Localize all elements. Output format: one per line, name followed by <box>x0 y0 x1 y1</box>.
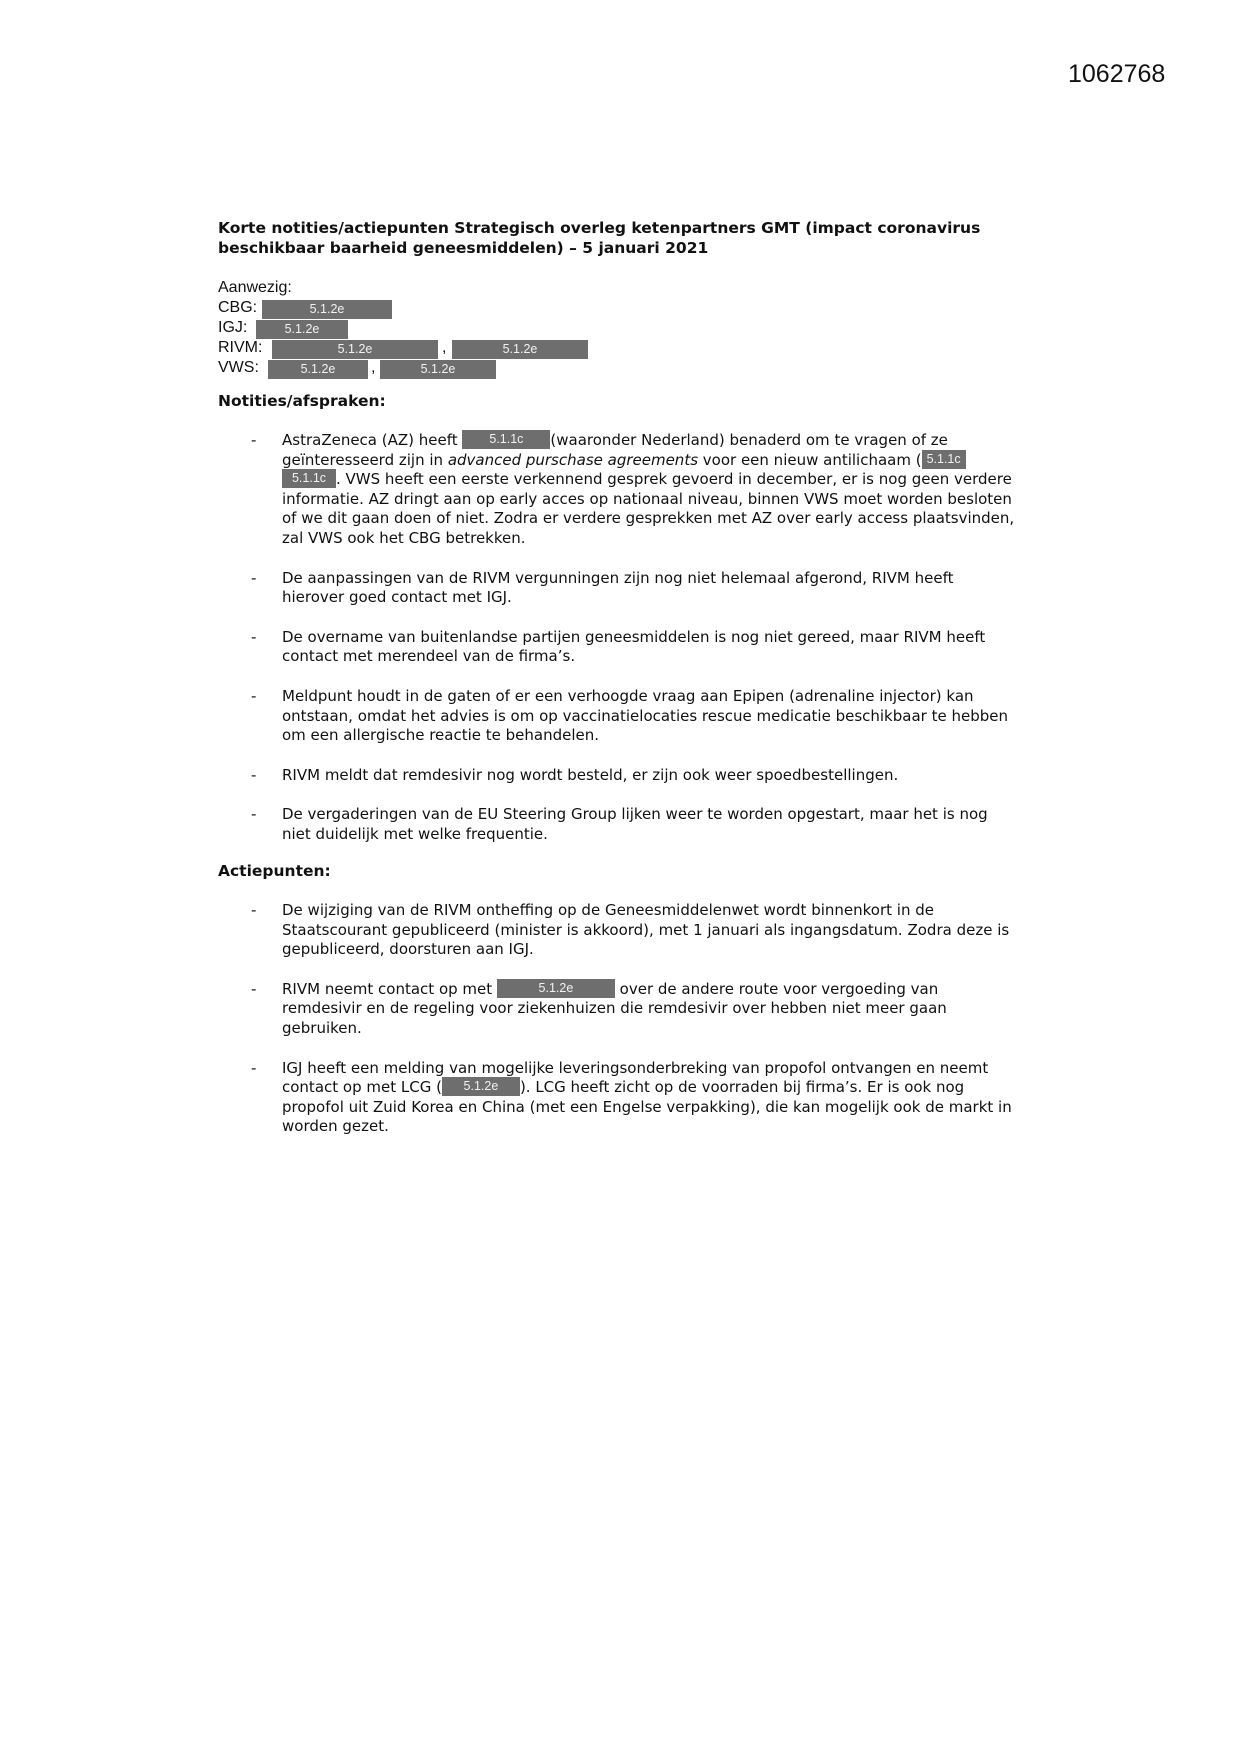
list-item <box>218 766 1018 786</box>
item-text: RIVM neemt contact op met <box>282 979 497 998</box>
redaction-box: 5.1.2e <box>442 1077 520 1096</box>
list-marker: - <box>251 979 257 998</box>
list-item <box>218 805 1018 844</box>
list-marker: - <box>251 805 257 824</box>
item-text: De wijziging van de RIVM ontheffing op de Geneesmiddelenwet wordt binnenkort in de Staatscourant gepubliceerd (minister is akkoord), met 1 januari als ingangsdatum. Zodra deze is gepubliceerd, doorsturen aan IGJ. <box>282 901 1010 959</box>
redaction-box: 5.1.2e <box>262 300 392 319</box>
item-text: De overname van buitenlandse partijen geneesmiddelen is nog niet gereed, maar RIVM heeft contact met merendeel van de firma’s. <box>282 627 986 666</box>
notes-list <box>218 431 1018 865</box>
attendance-row-vws <box>218 358 456 378</box>
item-emphasis: advanced purschase agreements <box>447 450 699 469</box>
redaction-box: 5.1.2e <box>452 340 588 359</box>
list-marker: - <box>251 1058 257 1077</box>
attendance-row-rivm <box>218 338 538 358</box>
item-text: ). LCG heeft zicht op de voorraden bij firma’s. Er is ook nog propofol uit Zuid Korea en China (met een Engelse verpakking), die kan mogelijk ook de markt in worden gezet. <box>282 1078 1012 1136</box>
separator: , <box>442 339 447 356</box>
item-text: IGJ heeft een melding van mogelijke leveringsonderbreking van propofol ontvangen en neemt contact op met LCG ( <box>282 1058 989 1097</box>
list-marker: - <box>251 627 257 646</box>
list-marker: - <box>251 765 257 784</box>
list-item <box>218 901 1018 960</box>
list-item <box>218 628 1018 667</box>
list-marker: - <box>251 568 257 587</box>
actions-heading: Actiepunten: <box>218 862 331 880</box>
item-text: AstraZeneca (AZ) heeft <box>282 431 463 449</box>
document-number: 1062768 <box>1068 60 1166 88</box>
document-title: Korte notities/actiepunten Strategisch overleg ketenpartners GMT (impact coronavirus beschikbaar baarheid geneesmiddelen) – 5 januari 2021 <box>218 219 981 257</box>
item-text: over de andere route voor vergoeding van remdesivir en de regeling voor ziekenhuizen die remdesivir over hebben niet meer gaan gebruiken. <box>282 979 947 1037</box>
redaction-box: 5.1.1c <box>282 469 336 488</box>
redaction-box: 5.1.2e <box>272 340 438 359</box>
redaction-box: 5.1.2e <box>256 320 348 339</box>
list-item <box>218 569 1018 608</box>
redaction-box: 5.1.1c <box>462 430 550 449</box>
list-item <box>218 431 1018 549</box>
list-item <box>218 1059 1018 1137</box>
list-marker: - <box>251 686 257 705</box>
redaction-box: 5.1.1c <box>922 450 966 469</box>
list-item <box>218 687 1018 746</box>
attendance-row-cbg <box>218 298 345 318</box>
item-text: . VWS heeft een eerste verkennend gesprek gevoerd in december, er is nog geen verdere informatie. AZ dringt aan op early acces op nationaal niveau, binnen VWS moet worden besloten of we dit gaan doen of niet. Zodra er verdere gesprekken met AZ over early access plaatsvinden, zal VWS ook het CBG betrekken. <box>282 470 1015 547</box>
redaction-box: 5.1.2e <box>380 360 496 379</box>
redaction-box: 5.1.2e <box>268 360 368 379</box>
attendance-row-igj <box>218 318 320 338</box>
list-item <box>218 980 1018 1039</box>
item-text: RIVM meldt dat remdesivir nog wordt besteld, er zijn ook weer spoedbestellingen. <box>282 765 899 784</box>
notes-heading: Notities/afspraken: <box>218 392 386 410</box>
item-text: Meldpunt houdt in de gaten of er een verhoogde vraag aan Epipen (adrenaline injector) kan ontstaan, omdat het advies is om op vaccinatielocaties rescue medicatie beschikbaar te hebben om een allergische reactie te behandelen. <box>282 686 1008 745</box>
list-marker: - <box>251 901 257 919</box>
org-label: CBG: <box>218 299 258 316</box>
item-text: voor een nieuw antilichaam ( <box>698 450 922 469</box>
actions-list <box>218 901 1018 1157</box>
org-label: VWS: <box>218 359 259 376</box>
list-marker: - <box>251 431 257 449</box>
item-text: De vergaderingen van de EU Steering Group lijken weer te worden opgestart, maar het is nog niet duidelijk met welke frequentie. <box>282 805 988 843</box>
redaction-box: 5.1.2e <box>497 979 615 998</box>
attendance-label: Aanwezig: <box>218 279 292 296</box>
org-label: RIVM: <box>218 339 263 356</box>
attendance-block <box>218 278 538 378</box>
org-label: IGJ: <box>218 319 248 336</box>
item-text: De aanpassingen van de RIVM vergunningen zijn nog niet helemaal afgerond, RIVM heeft hierover goed contact met IGJ. <box>282 568 954 607</box>
separator: , <box>371 359 376 376</box>
item-text: (waaronder Nederland) benaderd om te vragen of ze geïnteresseerd zijn in <box>282 431 948 469</box>
